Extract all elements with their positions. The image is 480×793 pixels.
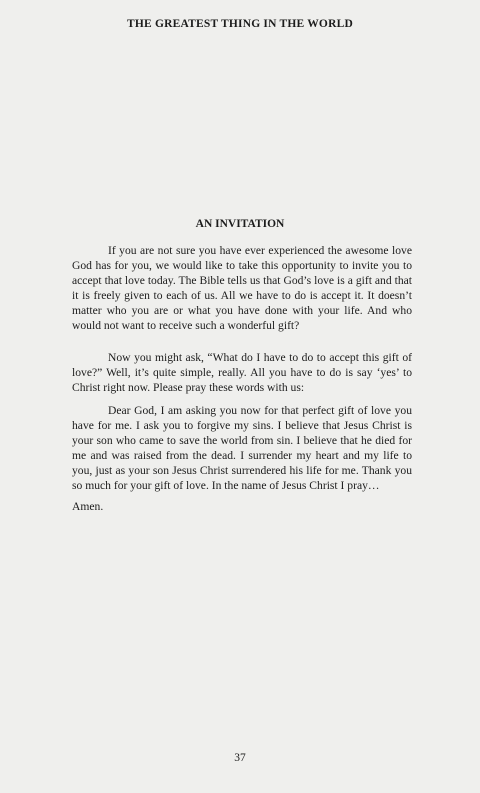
section-title: AN INVITATION — [195, 218, 285, 230]
paragraph-amen: Amen. — [72, 500, 104, 513]
paragraph-how-to-accept: Now you might ask, “What do I have to do to accept this gift of love?” Well, it’s quite simple, really. All you have to do is say ‘yes’ to Christ right now. Please pray these words with us: — [72, 351, 412, 395]
paragraph-prayer: Dear God, I am asking you now for that perfect gift of love you have for me. I ask you to forgive my sins. I believe that Jesus Christ is your son who came to save the world from sin. I believe that he died for me and was raised from the dead. I surrender my heart and my life to you, just as your son Jesus Christ surrendered his life for me. Thank you so much for your gift of love. In the name of Jesus Christ I pray… — [72, 404, 412, 493]
page-number: 37 — [234, 752, 246, 764]
paragraph-invitation: If you are not sure you have ever experienced the awesome love God has for you, we would like to take this opportunity to invite you to accept that love today. The Bible tells us that God’s love is a gift and that it is freely given to each of us. All we have to do is accept it. It doesn’t matter who you are or what you have done with your life. And who would not want to receive such a wonderful gift? — [72, 244, 412, 333]
running-head: THE GREATEST THING IN THE WORLD — [127, 18, 353, 30]
